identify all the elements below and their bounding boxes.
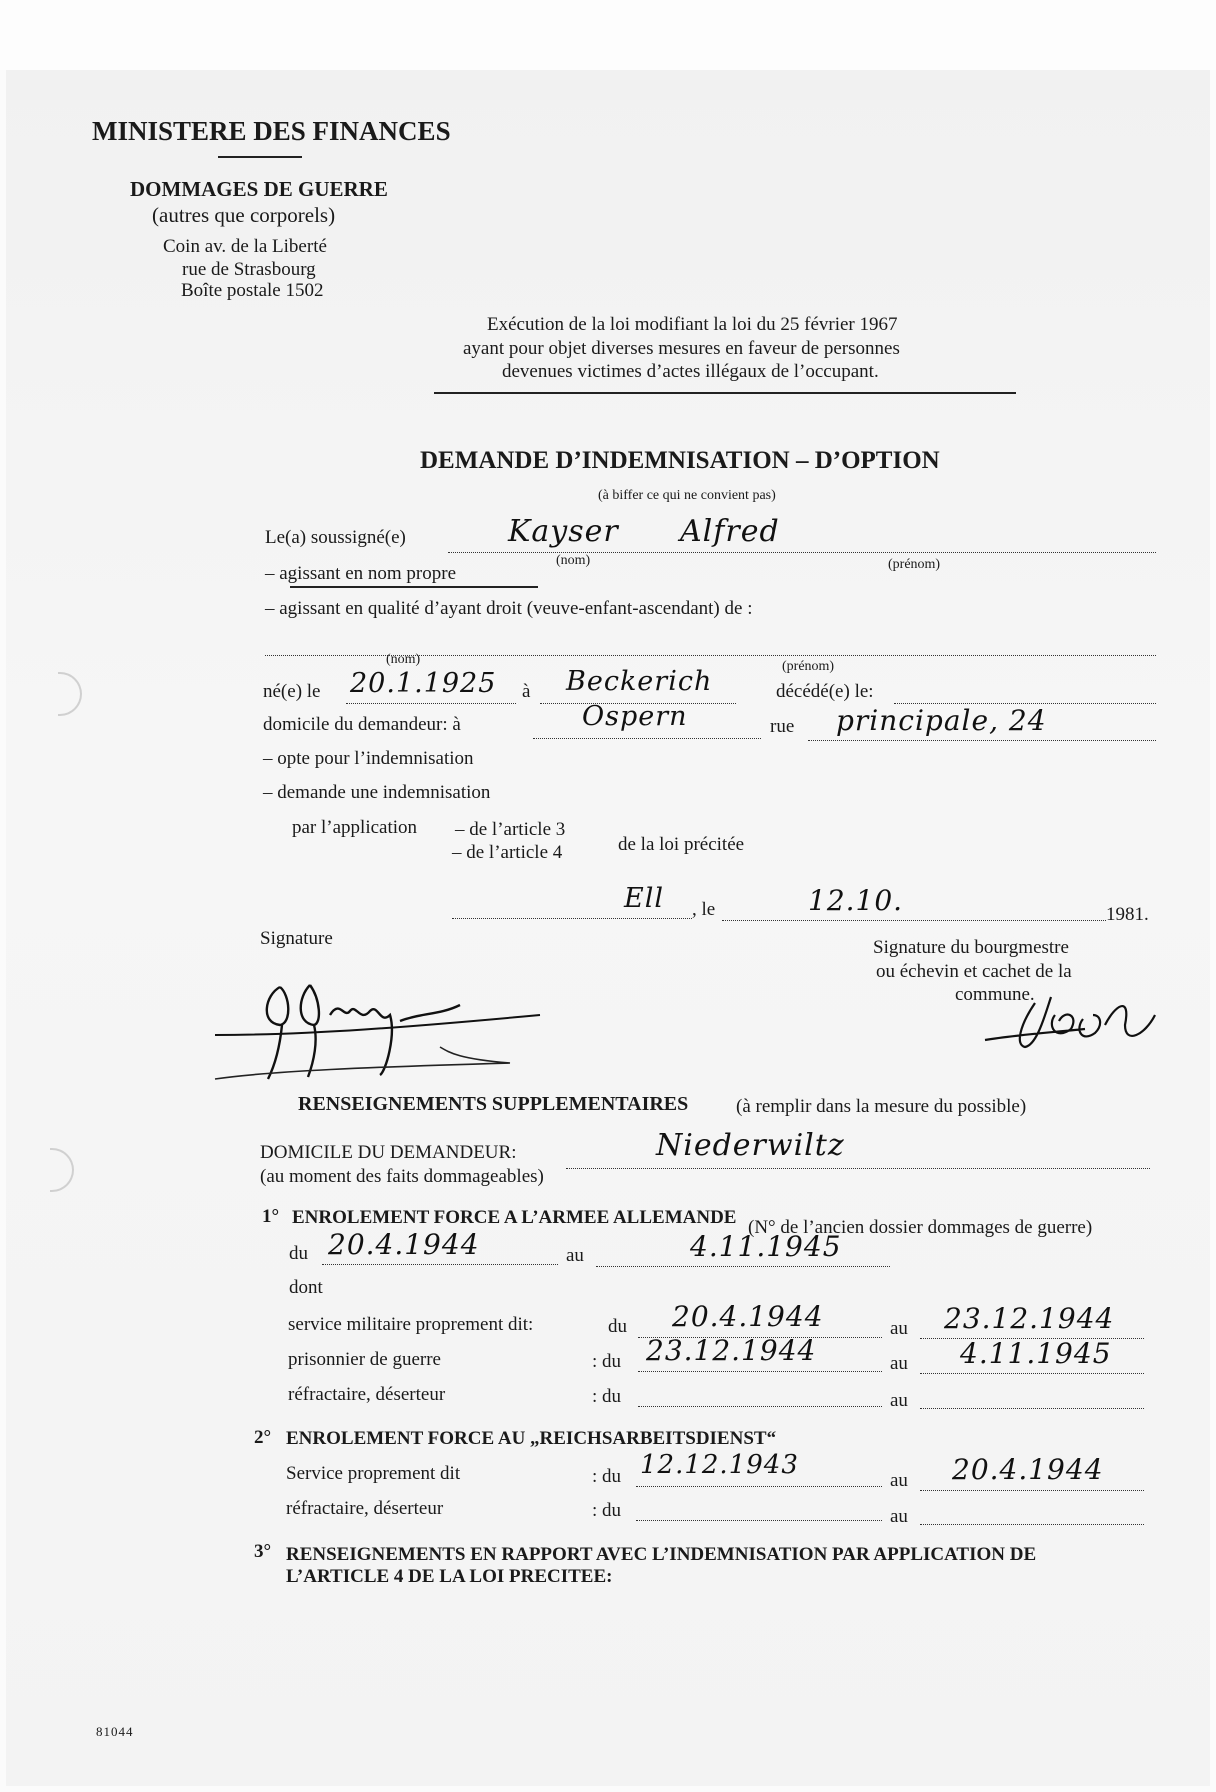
s1-to-dotted-line — [596, 1266, 890, 1267]
preamble-line-1: Exécution de la loi modifiant la loi du 25 février 1967 — [487, 314, 898, 335]
rad-refractaire-au-label: au — [890, 1506, 908, 1527]
address-line-3: Boîte postale 1502 — [181, 280, 324, 301]
address-line-1: Coin av. de la Liberté — [163, 236, 327, 257]
scan-top-margin — [0, 0, 1216, 70]
by-application: par l’application — [292, 817, 418, 838]
domicile-handwritten: Ospern — [582, 701, 688, 732]
supplementary-title-note: (à remplir dans la mesure du possible) — [736, 1096, 1027, 1117]
rad-from-dotted-line — [636, 1486, 882, 1487]
domicile-label: domicile du demandeur: à — [263, 714, 461, 735]
refractaire-label: réfractaire, déserteur — [288, 1384, 446, 1405]
name-dotted-line — [448, 552, 1156, 553]
died-label: décédé(e) le: — [776, 681, 874, 702]
date-handwritten: 12.10. — [808, 884, 904, 917]
article-4: – de l’article 4 — [452, 842, 563, 863]
prisoner-from-handwritten: 23.12.1944 — [646, 1334, 817, 1367]
of-law: de la loi précitée — [618, 834, 745, 855]
prisoner-to-dotted-line — [920, 1373, 1144, 1374]
preamble-line-2: ayant pour objet diverses mesures en faveur de personnes — [463, 338, 900, 359]
section-1-title: ENROLEMENT FORCE A L’ARMEE ALLEMANDE — [292, 1207, 737, 1228]
rad-refractaire-label: réfractaire, déserteur — [286, 1498, 444, 1519]
domicile-demandeur-label: DOMICILE DU DEMANDEUR: — [260, 1142, 517, 1163]
born-dotted-line — [346, 703, 516, 704]
soussigne-label: Le(a) soussigné(e) — [265, 527, 406, 548]
preamble-rule — [434, 392, 1016, 394]
name-handwritten: Kayser — [508, 514, 619, 549]
refractaire-from-dotted-line — [638, 1406, 882, 1407]
address-line-2: rue de Strasbourg — [182, 259, 316, 280]
section-3-title-line-2: L’ARTICLE 4 DE LA LOI PRECITEE: — [286, 1566, 613, 1587]
domicile-demandeur-note: (au moment des faits dommageables) — [260, 1166, 544, 1187]
nom-label-2: (nom) — [386, 652, 421, 667]
rad-refractaire-from-dotted-line — [636, 1520, 882, 1521]
domicile-demandeur-handwritten: Niederwiltz — [656, 1128, 845, 1163]
domicile-demandeur-dotted-line — [566, 1168, 1150, 1169]
service-du-label: du — [608, 1316, 627, 1337]
form-title-note: (à biffer ce qui ne convient pas) — [598, 488, 776, 503]
rad-to-handwritten: 20.4.1944 — [952, 1453, 1104, 1486]
form-title: DEMANDE D’INDEMNISATION – D’OPTION — [420, 447, 940, 474]
supplementary-title: RENSEIGNEMENTS SUPPLEMENTAIRES — [298, 1093, 689, 1115]
born-label: né(e) le — [263, 681, 321, 702]
street-handwritten: principale, 24 — [836, 704, 1047, 737]
prisoner-to-handwritten: 4.11.1945 — [960, 1337, 1112, 1370]
service-label: service militaire proprement dit: — [288, 1314, 534, 1335]
nom-label: (nom) — [556, 553, 591, 568]
department-subtitle: (autres que corporels) — [152, 203, 336, 227]
preamble-line-3: devenues victimes d’actes illégaux de l’occupant. — [502, 361, 879, 382]
birthplace-handwritten: Beckerich — [566, 666, 713, 697]
year-printed: 1981. — [1106, 904, 1149, 925]
rad-to-dotted-line — [920, 1490, 1144, 1491]
rad-from-handwritten: 12.12.1943 — [640, 1450, 799, 1480]
ministry-underline — [218, 156, 302, 158]
applicant-signature — [210, 975, 570, 1085]
s1-from-handwritten: 20.4.1944 — [328, 1228, 480, 1261]
s1-from-dotted-line — [322, 1264, 558, 1265]
rad-refractaire-du-label: : du — [592, 1500, 622, 1521]
department-title: DOMMAGES DE GUERRE — [130, 177, 388, 201]
s1-du-label: du — [289, 1243, 308, 1264]
section-1-number: 1° — [262, 1206, 280, 1227]
article-3: – de l’article 3 — [455, 819, 566, 840]
street-dotted-line — [808, 740, 1156, 741]
rue-label: rue — [770, 716, 795, 737]
firstname-handwritten: Alfred — [680, 514, 780, 549]
dont-label: dont — [289, 1277, 323, 1298]
s1-to-handwritten: 4.11.1945 — [690, 1230, 842, 1263]
mayor-signature — [975, 985, 1175, 1065]
ministry-title: MINISTERE DES FINANCES — [92, 116, 451, 146]
service-to-handwritten: 23.12.1944 — [944, 1302, 1115, 1335]
section-2-number: 2° — [254, 1427, 272, 1448]
refractaire-au-label: au — [890, 1390, 908, 1411]
rad-refractaire-to-dotted-line — [920, 1524, 1144, 1525]
rad-service-label: Service proprement dit — [286, 1463, 461, 1484]
section-3-title-line-1: RENSEIGNEMENTS EN RAPPORT AVEC L’INDEMNISATION PAR APPLICATION DE — [286, 1544, 1037, 1565]
section-2-title: ENROLEMENT FORCE AU „REICHSARBEITSDIENST“ — [286, 1428, 777, 1449]
mayor-signature-line-2: ou échevin et cachet de la — [876, 961, 1072, 982]
rad-au-label: au — [890, 1470, 908, 1491]
place-handwritten: Ell — [624, 883, 664, 914]
date-dotted-line — [722, 920, 1106, 921]
rad-du-label: : du — [592, 1466, 622, 1487]
section-1-note: (N° de l’ancien dossier dommages de guerre) — [748, 1217, 1093, 1238]
prisoner-au-label: au — [890, 1353, 908, 1374]
signature-label: Signature — [260, 928, 333, 949]
prenom-label-2: (prénom) — [782, 659, 835, 674]
refractaire-to-dotted-line — [920, 1408, 1144, 1409]
option-heir: – agissant en qualité d’ayant droit (veuve-enfant-ascendant) de : — [265, 598, 753, 619]
option-own-name: – agissant en nom propre — [265, 563, 457, 584]
ask-indemnisation: – demande une indemnisation — [263, 782, 491, 803]
prisoner-from-dotted-line — [638, 1371, 882, 1372]
prisoner-du-label: : du — [592, 1351, 622, 1372]
mayor-signature-line-3: commune. — [955, 984, 1035, 1005]
at-label: à — [522, 681, 531, 702]
s1-au-label: au — [566, 1245, 584, 1266]
refractaire-du-label: : du — [592, 1386, 622, 1407]
born-date-handwritten: 20.1.1925 — [350, 668, 497, 699]
section-3-number: 3° — [254, 1541, 272, 1562]
service-au-label: au — [890, 1318, 908, 1339]
prenom-label: (prénom) — [888, 557, 941, 572]
le-label: , le — [692, 899, 716, 920]
service-from-handwritten: 20.4.1944 — [672, 1300, 824, 1333]
footer-form-code: 81044 — [96, 1724, 134, 1739]
option-own-underline — [290, 586, 538, 588]
place-dotted-line — [452, 918, 692, 919]
opt-indemnisation: – opte pour l’indemnisation — [263, 748, 474, 769]
mayor-signature-line-1: Signature du bourgmestre — [873, 937, 1069, 958]
domicile-dotted-line — [533, 738, 761, 739]
prisoner-label: prisonnier de guerre — [288, 1349, 441, 1370]
